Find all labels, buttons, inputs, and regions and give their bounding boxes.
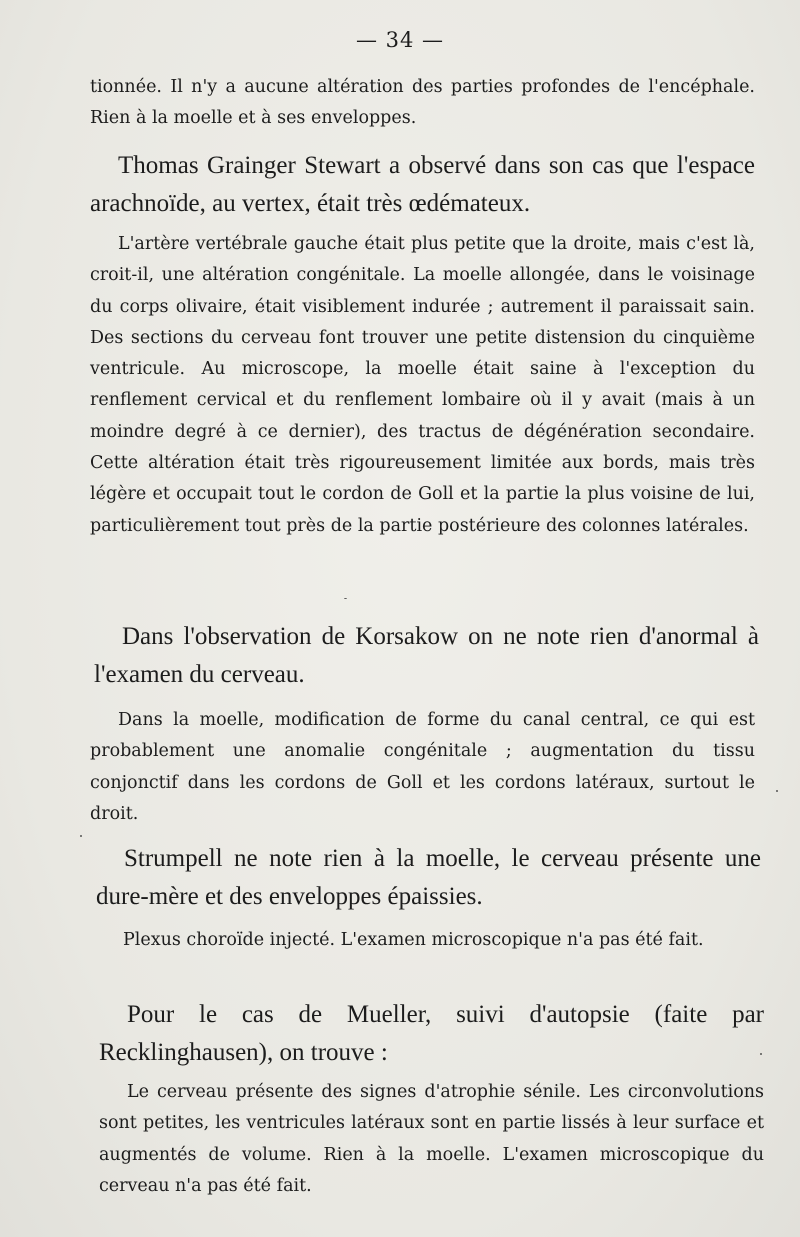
paragraph-korsakow: Dans l'observation de Korsakow on ne note rien d'anormal à l'examen du cerveau. bbox=[94, 623, 759, 688]
paragraph-stewart-details: L'artère vertébrale gauche était plus petite que la droite, mais c'est là, croit-il, une altération congénitale. La moelle allongée, dans le voisinage du corps olivaire, était visiblement indurée ; autrement il paraissait sain. Des sections du cerveau font trouver une petite distension du cinquième ventricule. Au microscope, la moelle était saine à l'exception du renflement cervical et du renflement lombaire où il y avait (mais à un moindre degré à ce dernier), des tractus de dégénération secondaire. Cette altération était très rigoureusement limitée aux bords, mais très légère et occupait tout le cordon de Goll et la partie la plus voisine de lui, particulièrement tout près de la partie postérieure des colonnes latérales. bbox=[90, 234, 755, 536]
paragraph-continuation: tionnée. Il n'y a aucune altération des parties profondes de l'encéphale. Rien à la moelle et à ses enveloppes. bbox=[90, 77, 755, 129]
paragraph-strumpell-details: Plexus choroïde injecté. L'examen microscopique n'a pas été fait. bbox=[123, 930, 704, 950]
page-number: — 34 — bbox=[355, 28, 445, 52]
paragraph-mueller: Pour le cas de Mueller, suivi d'autopsie (faite par Recklinghausen), on trouve : bbox=[99, 1001, 764, 1066]
paragraph-strumpell: Strumpell ne note rien à la moelle, le cerveau présente une dure-mère et des enveloppes épaissies. bbox=[96, 845, 761, 910]
paragraph-mueller-details: Le cerveau présente des signes d'atrophie sénile. Les circonvolutions sont petites, les ventricules latéraux sont en partie lissés à leur surface et augmentés de volume. Rien à la moelle. L'examen microscopique du cerveau n'a pas été fait. bbox=[99, 1082, 764, 1196]
paragraph-stewart: Thomas Grainger Stewart a observé dans son cas que l'espace arachnoïde, au vertex, était très œdémateux. bbox=[90, 152, 755, 217]
paragraph-korsakow-details: Dans la moelle, modification de forme du canal central, ce qui est probablement une anomalie congénitale ; augmentation du tissu conjonctif dans les cordons de Goll et les cordons latéraux, surtout le droit. bbox=[90, 710, 755, 824]
